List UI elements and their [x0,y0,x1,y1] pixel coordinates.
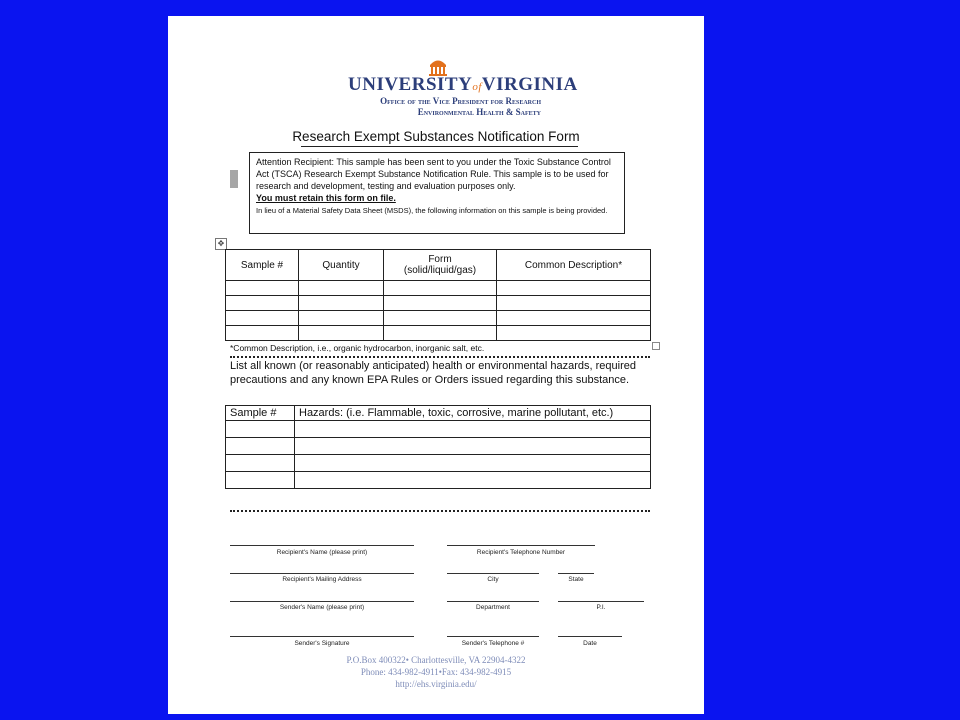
col-sample: Sample # [226,406,295,421]
msds-note: In lieu of a Material Safety Data Sheet (MSDS), the following information on this sample is being provided. [256,206,608,215]
sample-table [225,249,651,341]
cell[interactable] [226,296,299,311]
cell[interactable] [384,281,497,296]
margin-marker [230,170,238,188]
cell[interactable] [497,281,651,296]
recipient-address-line[interactable] [230,573,414,574]
date-line[interactable] [558,636,622,637]
cell[interactable] [226,281,299,296]
cell[interactable] [295,421,651,438]
sender-phone-label: Sender's Telephone # [461,640,525,647]
sender-phone-line[interactable] [447,636,539,637]
recipient-phone-line[interactable] [447,545,595,546]
date-label: Date [583,640,597,647]
state-label: State [568,576,584,583]
dotted-divider [230,356,650,358]
university-wordmark: UNIVERSITYofVIRGINIA [348,74,578,95]
state-line[interactable] [558,573,594,574]
document-page [168,16,704,714]
sender-name-label: Sender's Name (please print) [279,604,365,611]
table-move-icon[interactable]: ✥ [215,238,227,250]
cell[interactable] [226,326,299,341]
table-row [226,281,651,296]
cell[interactable] [226,311,299,326]
hazards-table [225,405,651,489]
col-hazards: Hazards: (i.e. Flammable, toxic, corrosive, marine pollutant, etc.) [295,406,651,421]
recipient-name-line[interactable] [230,545,414,546]
dotted-divider [230,510,650,512]
table-resize-handle[interactable] [652,342,660,350]
sender-signature-line[interactable] [230,636,414,637]
table-row [226,296,651,311]
attention-box [249,152,625,234]
cell[interactable] [497,296,651,311]
col-sample: Sample # [226,250,299,281]
cell[interactable] [295,438,651,455]
retain-notice: You must retain this form on file. [256,193,396,203]
attention-text: Attention Recipient: This sample has been sent to you under the Toxic Substance Control Act (TSCA) Research Exempt Substance Notification Rule. This sample is to be used for research and development, testing and evaluation purposes only. [256,157,611,191]
cell[interactable] [226,438,295,455]
title-underline [301,146,578,147]
hazard-instructions: List all known (or reasonably anticipated) health or environmental hazards, required precautions and any known EPA Rules or Orders issued regarding this substance. [230,360,637,386]
cell[interactable] [299,281,384,296]
form-title: Research Exempt Substances Notification Form [292,129,580,144]
table-row [226,472,651,489]
pi-label: P.I. [596,604,606,611]
cell[interactable] [295,455,651,472]
common-description-note: *Common Description, i.e., organic hydrocarbon, inorganic salt, etc. [230,343,485,353]
department-label: Department [476,604,510,611]
table-row [226,326,651,341]
recipient-name-label: Recipient's Name (please print) [276,549,368,556]
table-row [226,421,651,438]
cell[interactable] [497,311,651,326]
sender-name-line[interactable] [230,601,414,602]
recipient-phone-label: Recipient's Telephone Number [476,549,566,556]
col-common-description: Common Description* [497,250,651,281]
cell[interactable] [299,326,384,341]
pi-line[interactable] [558,601,644,602]
footer-phone: Phone: 434-982-4911•Fax: 434-982-4915 [360,667,512,677]
col-form: Form (solid/liquid/gas) [384,250,497,281]
cell[interactable] [226,472,295,489]
cell[interactable] [384,311,497,326]
office-lines [336,96,541,118]
cell[interactable] [384,326,497,341]
rotunda-logo-icon [427,56,449,76]
office-name: Office of the Vice President for Research [380,96,541,106]
sender-signature-label: Sender's Signature [294,640,350,647]
cell[interactable] [226,455,295,472]
cell[interactable] [299,296,384,311]
footer-address: P.O.Box 400322• Charlottesville, VA 22904-4322 [346,655,526,665]
department-line[interactable] [447,601,539,602]
table-row [226,455,651,472]
city-label: City [487,576,499,583]
footer-url[interactable]: http://ehs.virginia.edu/ [395,679,477,689]
col-quantity: Quantity [299,250,384,281]
cell[interactable] [299,311,384,326]
cell[interactable] [295,472,651,489]
cell[interactable] [226,421,295,438]
table-row [226,311,651,326]
table-row [226,438,651,455]
cell[interactable] [384,296,497,311]
city-line[interactable] [447,573,539,574]
recipient-address-label: Recipient's Mailing Address [282,576,362,583]
cell[interactable] [497,326,651,341]
department-name: Environmental Health & Safety [417,107,541,117]
